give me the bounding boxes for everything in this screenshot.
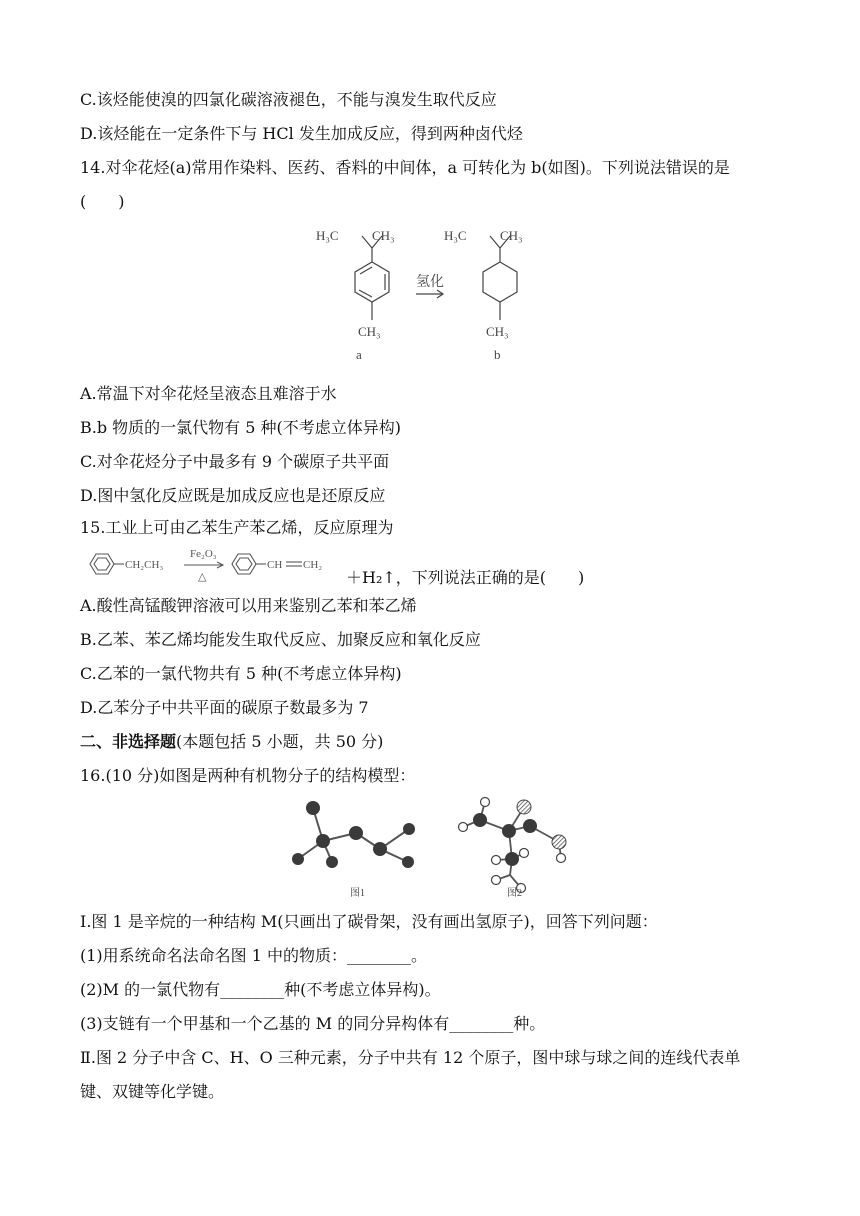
a-ch3-top-label: CH₃ (372, 228, 395, 243)
b-ch3-top-label: CH₃ (500, 228, 523, 243)
figure-16-models (282, 792, 602, 904)
question-16-stem: 16.(10 分)如图是两种有机物分子的结构模型： (80, 766, 416, 785)
option-14b: B.b 物质的一氯代物有 5 种(不考虑立体异构) (80, 418, 402, 437)
option-13c: C.该烃能使溴的四氯化碳溶液褪色，不能与溴发生取代反应 (80, 90, 497, 109)
question-15-stem: 15.工业上可由乙苯生产苯乙烯，反应原理为 (80, 518, 394, 537)
option-15d: D.乙苯分子中共平面的碳原子数最多为 7 (80, 698, 369, 717)
option-13d: D.该烃能在一定条件下与 HCl 发生加成反应，得到两种卤代烃 (80, 124, 523, 143)
b-ch3-bottom-label: CH₃ (486, 324, 509, 339)
question-16-3: (3)支链有一个甲基和一个乙基的 M 的同分异构体有________种。 (80, 1014, 546, 1033)
figure-15-reaction (80, 544, 350, 584)
a-ch3-bottom-label: CH₃ (358, 324, 381, 339)
vinyl-ch2-label: CH₂ (303, 559, 323, 571)
reaction-hydrogenation-label: 氢化 (416, 275, 444, 290)
a-h3c-label: H₃C (316, 228, 339, 243)
catalyst-label: Fe₂O₃ (190, 548, 217, 560)
option-14c: C.对伞花烃分子中最多有 9 个碳原子共平面 (80, 452, 390, 471)
section-2-note: (本题包括 5 小题，共 50 分) (176, 732, 384, 751)
option-14a: A.常温下对伞花烃呈液态且难溶于水 (80, 384, 337, 403)
question-16-2: (2)M 的一氯代物有________种(不考虑立体异构)。 (80, 980, 441, 999)
figure-2-molecule (459, 798, 567, 893)
question-15-tail: ＋H₂↑，下列说法正确的是( ) (346, 568, 585, 587)
b-h3c-label: H₃C (444, 228, 467, 243)
heat-symbol: △ (198, 571, 207, 583)
question-14-answer-paren: ( ) (80, 192, 125, 211)
option-14d: D.图中氢化反应既是加成反应也是还原反应 (80, 486, 386, 505)
part-2-intro-line-1: Ⅱ.图 2 分子中含 C、H、O 三种元素，分子中共有 12 个原子，图中球与球之间的连线代表单 (80, 1048, 741, 1067)
ethyl-group-label: CH₂CH₃ (125, 559, 164, 571)
vinyl-ch-label: CH (267, 559, 283, 571)
figure-2-label: 图2 (507, 888, 522, 899)
option-15b: B.乙苯、苯乙烯均能发生取代反应、加聚反应和氧化反应 (80, 630, 481, 649)
question-16-1: (1)用系统命名法命名图 1 中的物质：________。 (80, 946, 428, 965)
part-1-intro: Ⅰ.图 1 是辛烷的一种结构 M(只画出了碳骨架，没有画出氢原子)，回答下列问题： (80, 912, 658, 931)
figure-14-reaction (310, 222, 630, 372)
section-2-title: 二、非选择题 (80, 732, 177, 751)
figure-1-label: 图1 (350, 888, 365, 899)
figure-1-carbon-skeleton (292, 801, 415, 868)
molecule-b-label: b (494, 347, 501, 362)
part-2-intro-line-2: 键、双键等化学键。 (80, 1082, 225, 1101)
section-2-heading (80, 732, 383, 752)
question-14-stem: 14.对伞花烃(a)常用作染料、医药、香料的中间体，a 可转化为 b(如图)。下列说法错误的是 (80, 158, 730, 177)
molecule-a-label: a (356, 347, 362, 362)
option-15a: A.酸性高锰酸钾溶液可以用来鉴别乙苯和苯乙烯 (80, 596, 417, 615)
option-15c: C.乙苯的一氯代物共有 5 种(不考虑立体异构) (80, 664, 402, 683)
